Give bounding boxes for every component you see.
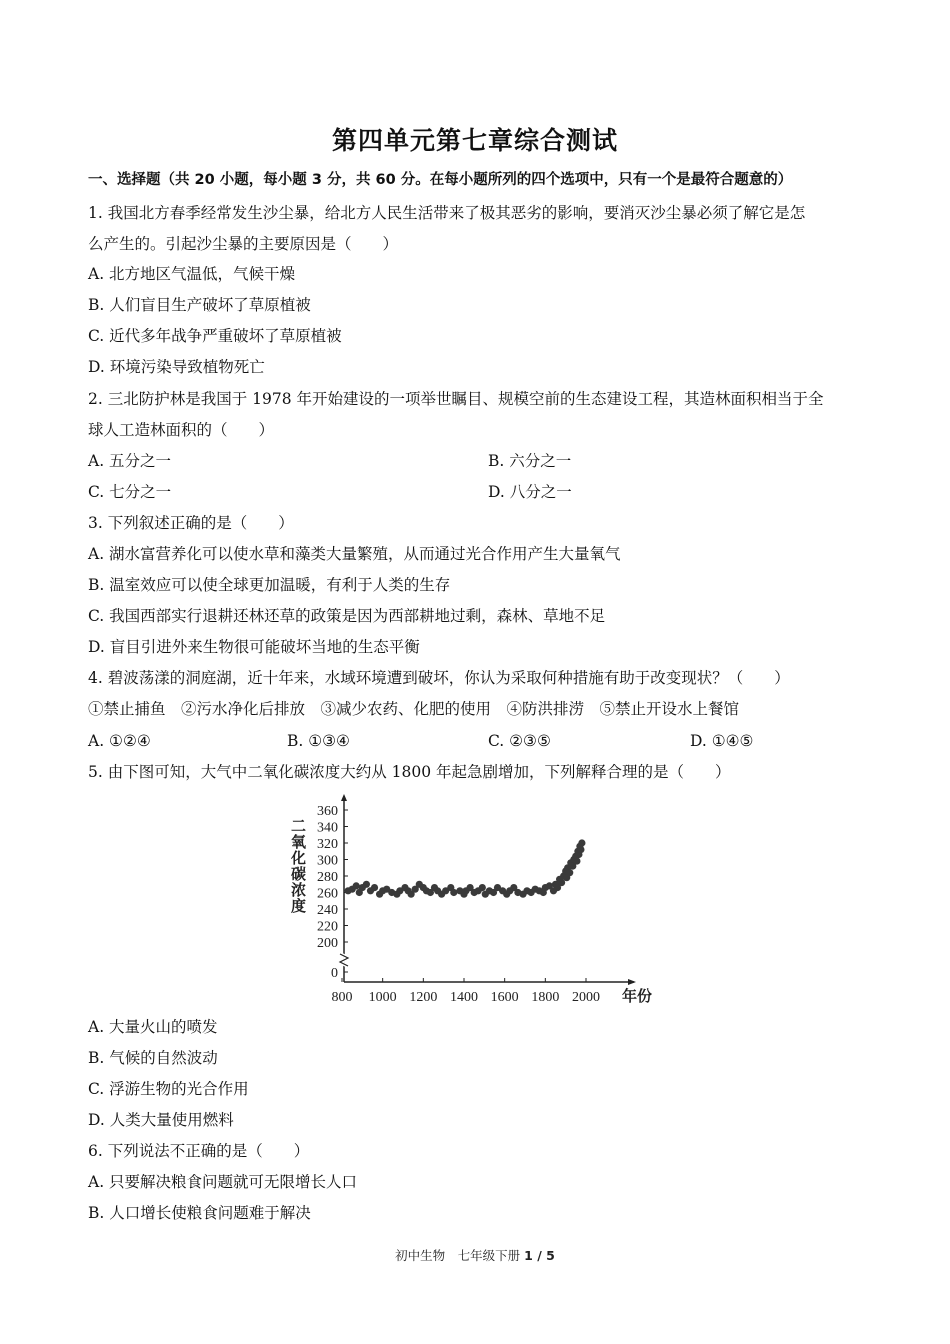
q6-option-b: B. 人口增长使粮食问题难于解决 [88,1204,311,1222]
x-tick-label: 800 [331,990,353,1005]
page-number: 1 / 5 [524,1248,555,1263]
q2-stem-line2: 球人工造林面积的（ ） [88,421,275,439]
q4-option-d: D. ①④⑤ [690,732,754,750]
x-tick-label: 1200 [409,990,438,1005]
q3-option-b: B. 温室效应可以使全球更加温暖，有利于人类的生存 [88,576,451,594]
data-point [578,839,585,846]
q1-option-a: A. 北方地区气温低，气候干燥 [88,265,296,283]
y-tick-label: 280 [317,870,338,885]
q5-option-b: B. 气候的自然波动 [88,1049,218,1067]
q5-option-a: A. 大量火山的喷发 [88,1018,218,1036]
q5-option-d: D. 人类大量使用燃料 [88,1111,234,1129]
q4-option-b: B. ①③④ [287,732,350,750]
q4-items: ①禁止捕鱼 ②污水净化后排放 ③减少农药、化肥的使用 ④防洪排涝 ⑤禁止开设水上餐馆 [88,700,740,718]
q2-option-c: C. 七分之一 [88,483,172,501]
y-tick-label: 220 [317,919,338,935]
y-tick-label: 0 [331,966,338,981]
q3-stem: 3. 下列叙述正确的是（ ） [88,514,294,532]
q4-option-c: C. ②③⑤ [488,732,551,750]
x-axis-arrow [628,979,636,985]
q4-stem: 4. 碧波荡漾的洞庭湖，近十年来，水域环境遭到破坏，你认为采取何种措施有助于改变现状？（ ） [88,669,790,687]
q4-option-a: A. ①②④ [88,732,151,750]
q1-option-c: C. 近代多年战争严重破坏了草原植被 [88,327,342,345]
data-point [566,869,573,876]
co2-chart-svg [278,792,662,1014]
x-tick-label: 1600 [490,990,519,1005]
y-tick-label: 240 [317,903,338,918]
q3-option-a: A. 湖水富营养化可以使水草和藻类大量繁殖，从而通过光合作用产生大量氧气 [88,545,621,563]
data-point [371,884,378,891]
q3-option-d: D. 盲目引进外来生物很可能破坏当地的生态平衡 [88,638,420,656]
data-point [573,858,580,865]
y-tick-label: 260 [317,886,338,902]
data-point [577,846,584,853]
x-axis-label: 年份 [622,987,653,1005]
x-tick-label: 1800 [531,990,560,1005]
y-tick-label: 340 [317,820,338,836]
q6-stem: 6. 下列说法不正确的是（ ） [88,1142,310,1160]
y-tick-label: 200 [317,936,338,951]
q6-option-a: A. 只要解决粮食问题就可无限增长人口 [88,1173,358,1191]
data-point [363,881,370,888]
q2-option-a: A. 五分之一 [88,452,172,470]
q1-stem-line1: 1. 我国北方春季经常发生沙尘暴，给北方人民生活带来了极其恶劣的影响，要消灭沙尘暴必须了解它是怎 [88,204,806,222]
q5-stem: 5. 由下图可知，大气中二氧化碳浓度大约从 1800 年起急剧增加，下列解释合理的是（ ） [88,763,731,781]
y-axis-label: 二氧化碳浓度 [289,818,307,914]
data-point [353,882,360,889]
y-tick-label: 360 [317,804,338,819]
q2-option-b: B. 六分之一 [488,452,572,470]
q1-option-b: B. 人们盲目生产破坏了草原植被 [88,296,311,314]
page-footer [0,1246,950,1264]
document-title: 第四单元第七章综合测试 [331,126,618,155]
q1-stem-line2: 么产生的。引起沙尘暴的主要原因是（ ） [88,235,399,253]
y-tick-label: 300 [317,853,338,869]
q2-stem-line1: 2. 三北防护林是我国于 1978 年开始建设的一项举世瞩目、规模空前的生态建设工程，其造林面积相当于全 [88,390,824,408]
q2-option-d: D. 八分之一 [488,483,572,501]
data-point [450,889,457,896]
y-axis-arrow [341,794,347,801]
x-tick-label: 1000 [368,990,397,1005]
co2-chart [278,792,662,1014]
section-heading: 一、选择题（共 20 小题，每小题 3 分，共 60 分。在每小题所列的四个选项中，只有一个是最符合题意的） [88,172,793,188]
q1-option-d: D. 环境污染导致植物死亡 [88,358,265,376]
x-tick-label: 2000 [572,990,600,1005]
q3-option-c: C. 我国西部实行退耕还林还草的政策是因为西部耕地过剩，森林、草地不足 [88,607,606,625]
x-tick-label: 1400 [450,990,478,1005]
y-tick-label: 320 [317,837,338,852]
data-point [479,884,486,891]
footer-text: 初中生物 七年级下册 [395,1248,521,1263]
q5-option-c: C. 浮游生物的光合作用 [88,1080,249,1098]
